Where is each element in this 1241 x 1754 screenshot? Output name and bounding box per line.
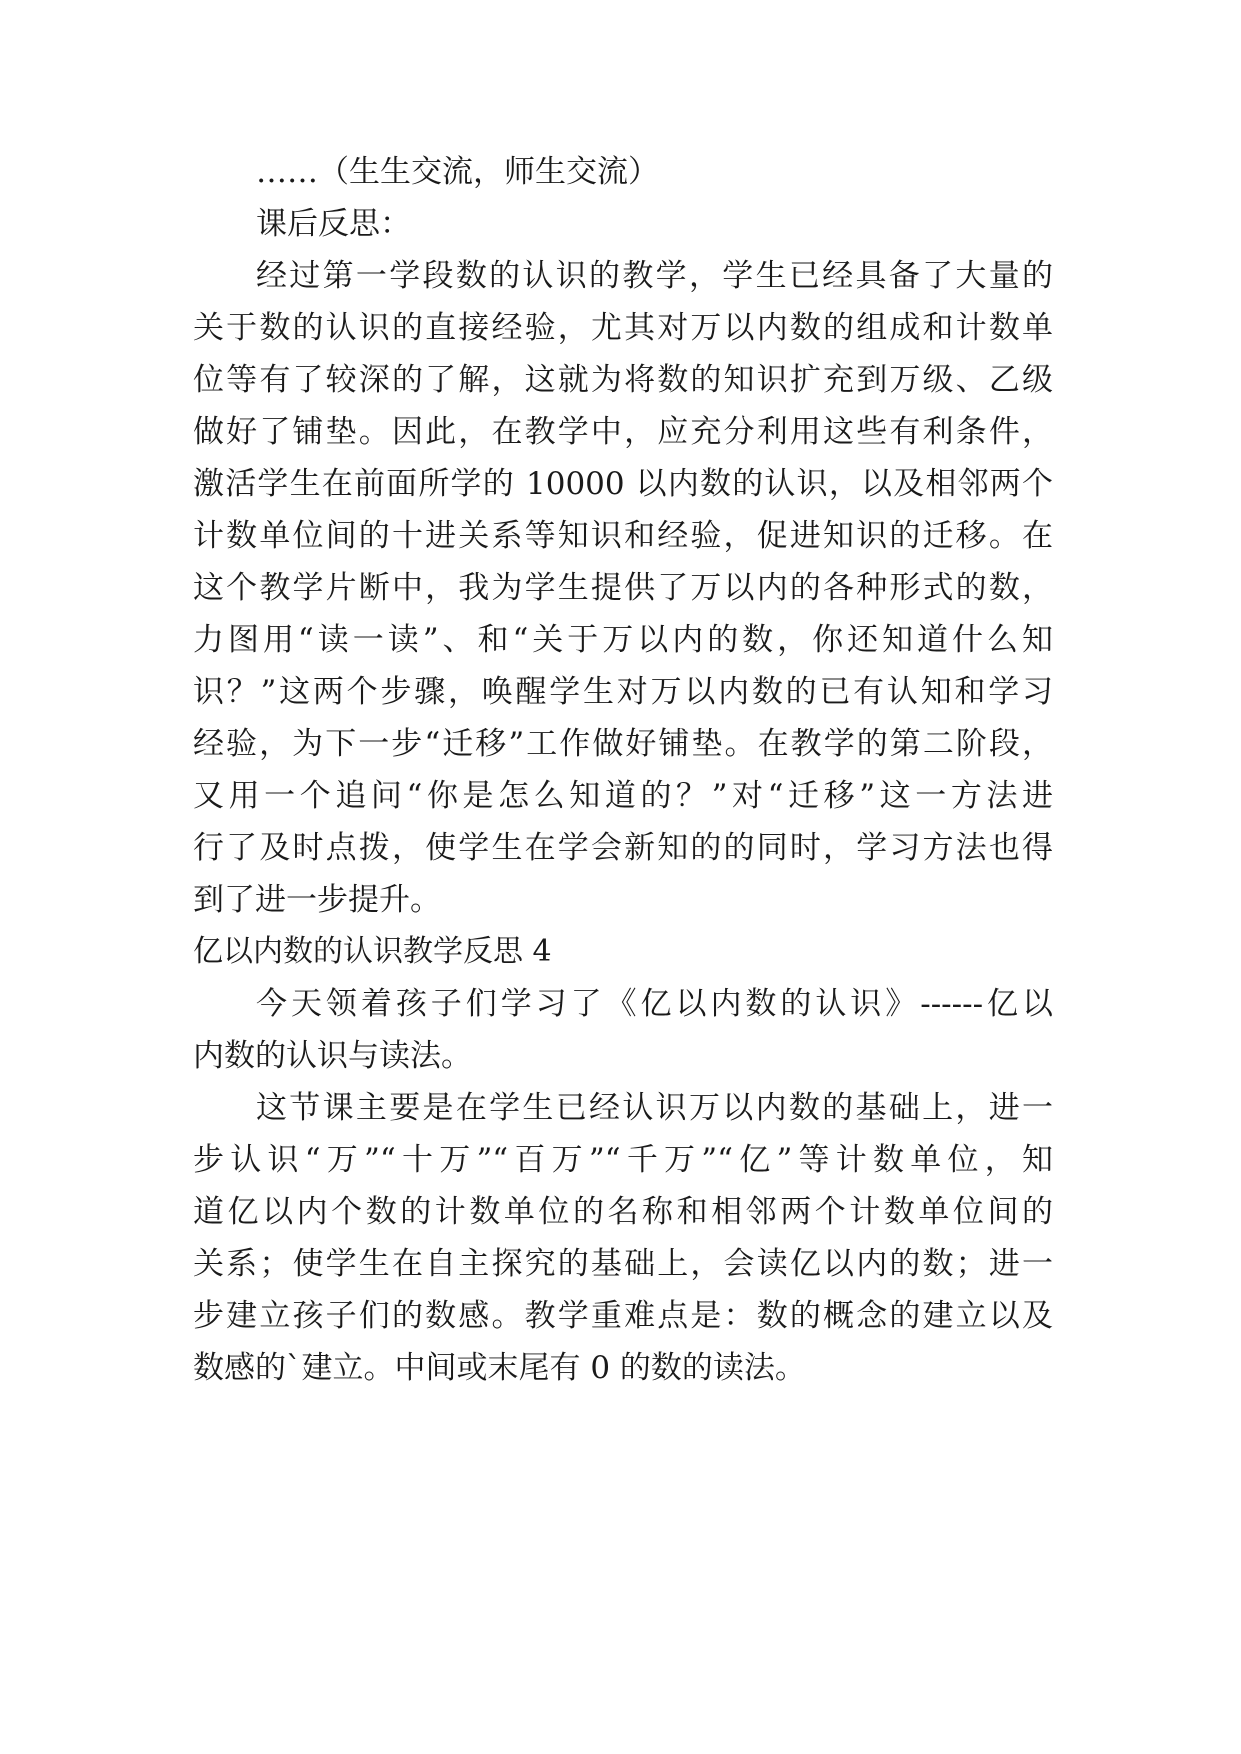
text-line: 这个教学片断中，我为学生提供了万以内的各种形式的数， [193, 570, 1053, 606]
text-line: 步建立孩子们的数感。教学重难点是：数的概念的建立以及 [193, 1298, 1053, 1334]
text-line: 步认识“万”“十万”“百万”“千万”“亿”等计数单位，知 [193, 1142, 1053, 1178]
text-line: ……（生生交流，师生交流） [256, 154, 659, 190]
text-line: 课后反思： [256, 206, 411, 242]
text-line: 位等有了较深的了解，这就为将数的知识扩充到万级、乙级 [193, 362, 1053, 398]
text-line: 关于数的认识的直接经验，尤其对万以内数的组成和计数单 [193, 310, 1053, 346]
text-line: 做好了铺垫。因此，在教学中，应充分利用这些有利条件， [193, 414, 1053, 450]
text-line: 道亿以内个数的计数单位的名称和相邻两个计数单位间的 [193, 1194, 1053, 1230]
text-line: 关系；使学生在自主探究的基础上，会读亿以内的数；进一 [193, 1246, 1053, 1282]
text-line: 力图用“读一读”、和“关于万以内的数，你还知道什么知 [193, 622, 1053, 658]
section-heading: 亿以内数的认识教学反思 4 [193, 934, 552, 969]
text-line: 今天领着孩子们学习了《亿以内数的认识》------亿以 [256, 986, 1053, 1022]
text-line: 数感的`建立。中间或末尾有 0 的数的读法。 [193, 1350, 806, 1386]
text-line: 经验，为下一步“迁移”工作做好铺垫。在教学的第二阶段， [193, 726, 1053, 762]
text-line: 内数的认识与读法。 [193, 1038, 472, 1074]
text-line: 这节课主要是在学生已经认识万以内数的基础上，进一 [256, 1090, 1053, 1126]
text-line: 激活学生在前面所学的 10000 以内数的认识，以及相邻两个 [193, 466, 1053, 502]
text-line: 识？”这两个步骤，唤醒学生对万以内数的已有认知和学习 [193, 674, 1053, 710]
text-line: 到了进一步提升。 [193, 882, 441, 918]
text-line: 经过第一学段数的认识的教学，学生已经具备了大量的 [256, 258, 1053, 294]
text-line: 又用一个追问“你是怎么知道的？”对“迁移”这一方法进 [193, 778, 1053, 814]
text-line: 行了及时点拨，使学生在学会新知的的同时，学习方法也得 [193, 830, 1053, 866]
text-line: 计数单位间的十进关系等知识和经验，促进知识的迁移。在 [193, 518, 1053, 554]
